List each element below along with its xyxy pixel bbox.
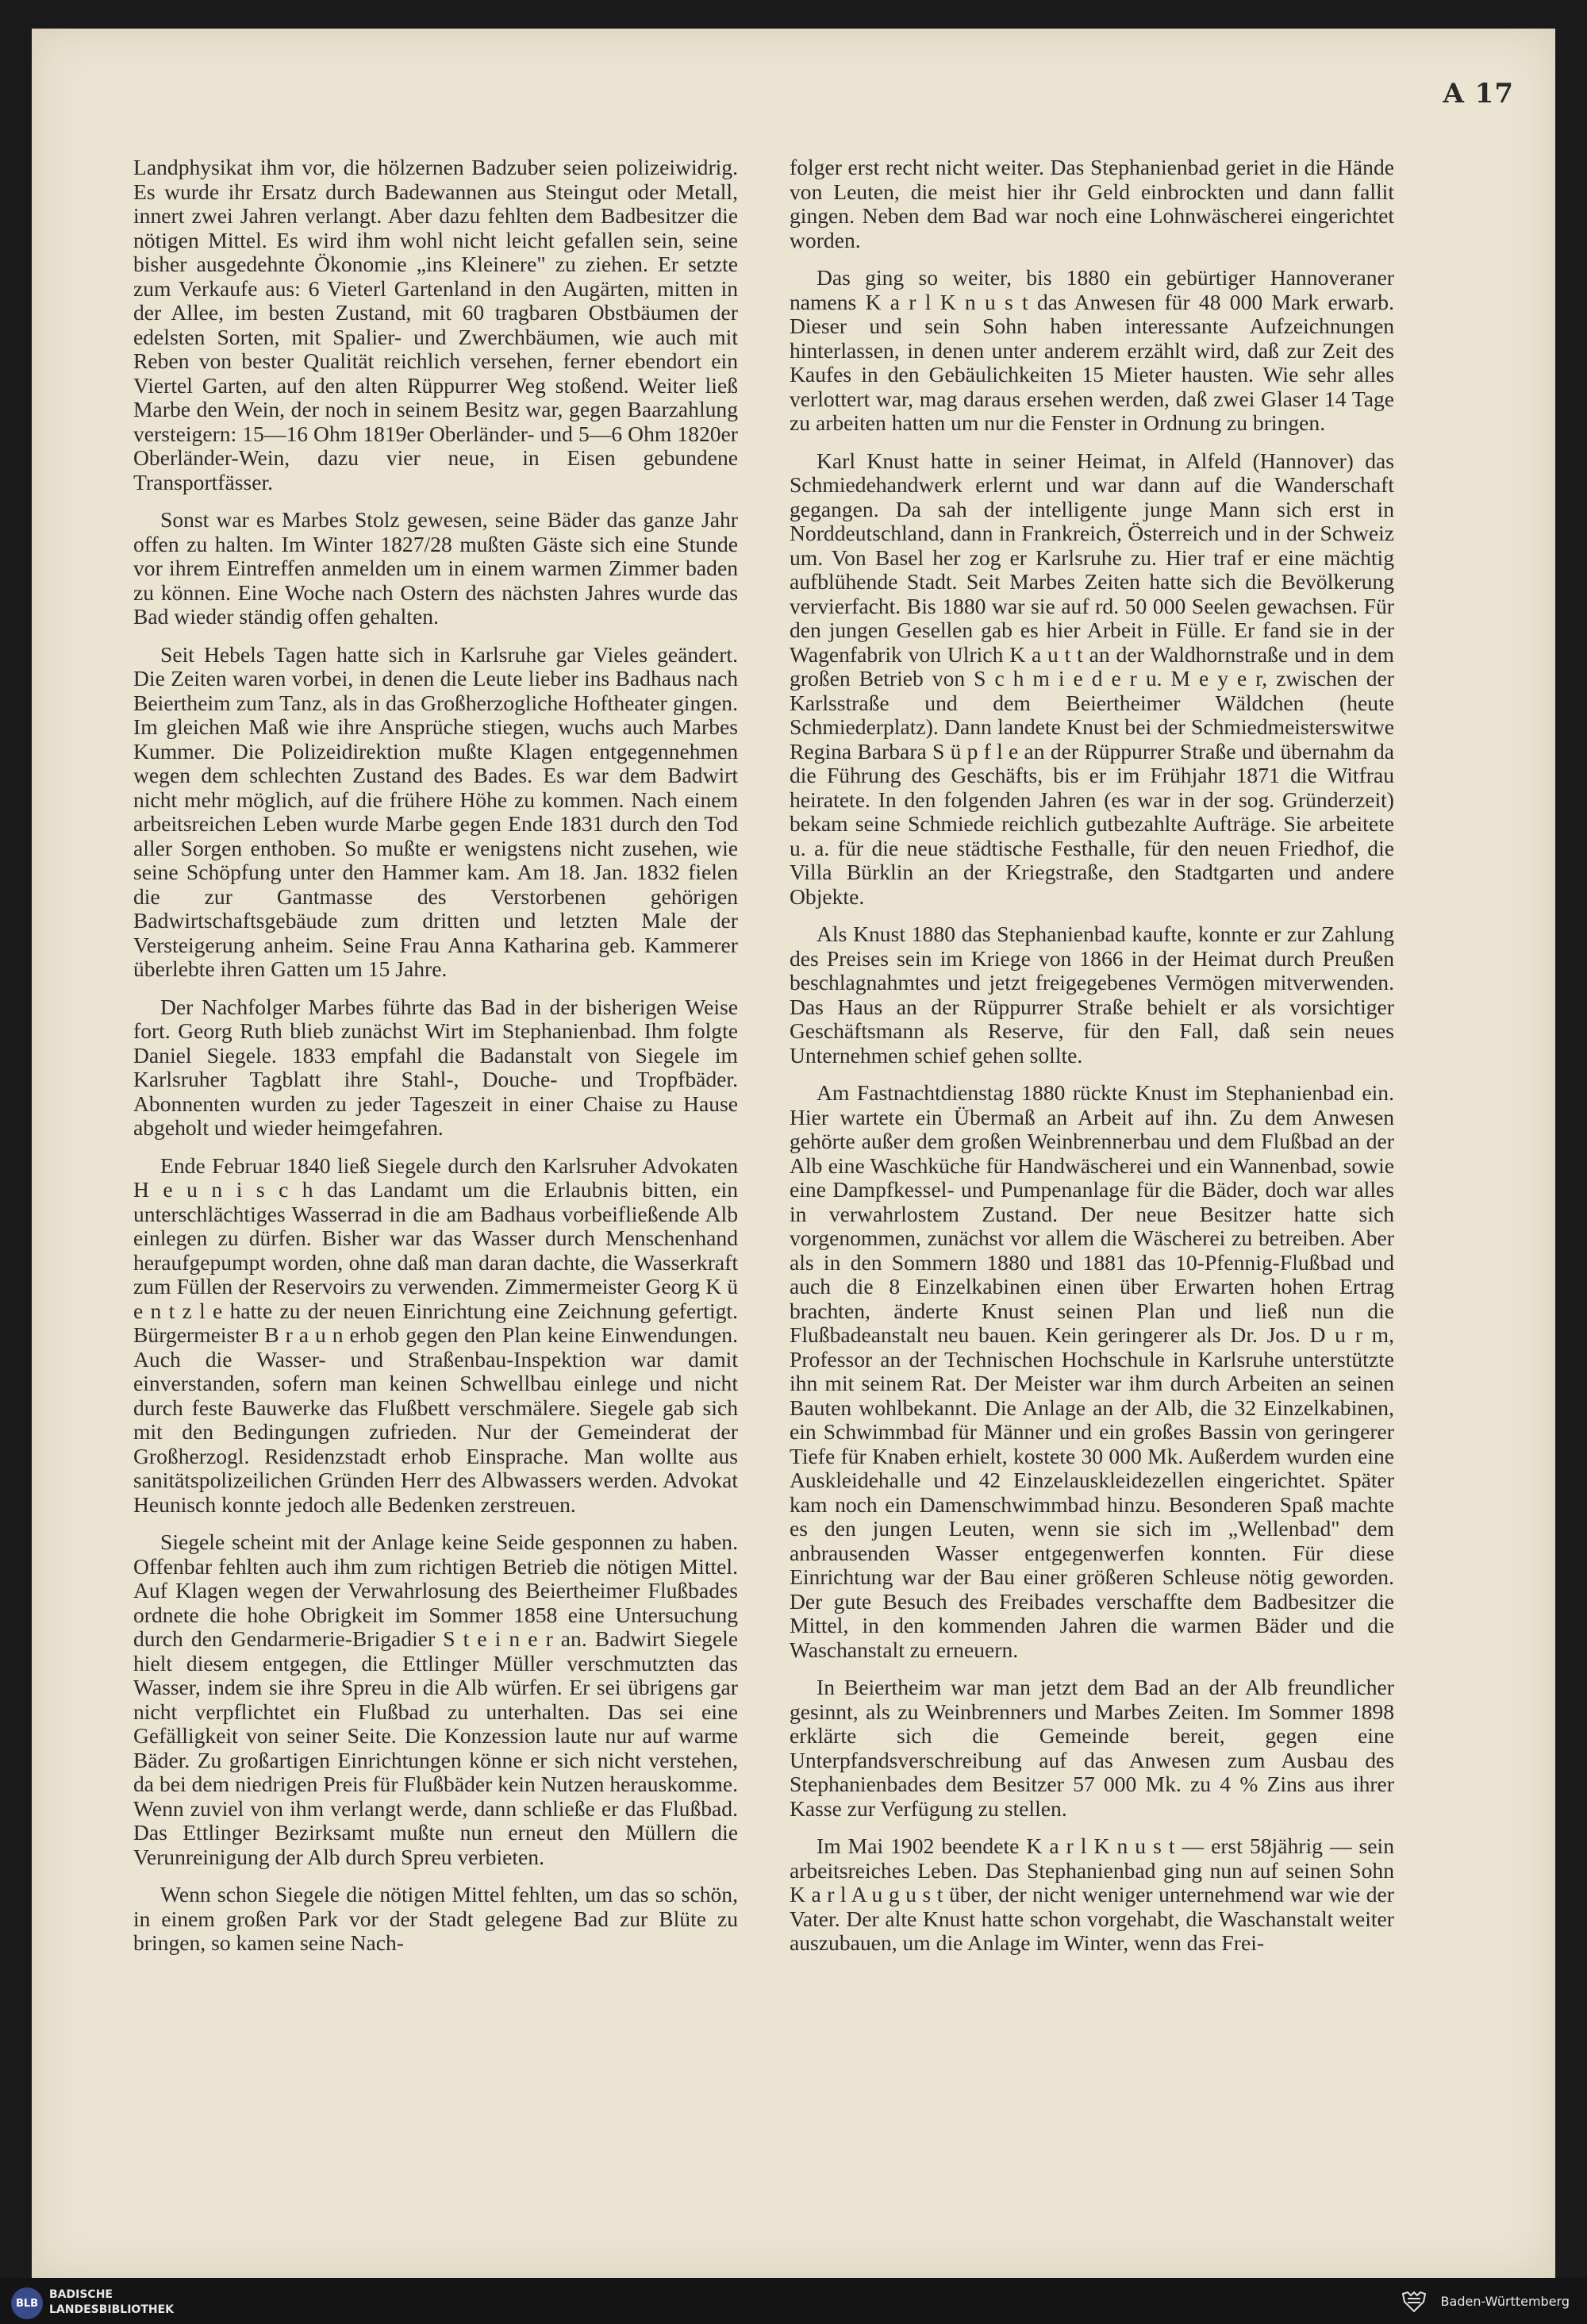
paragraph: Seit Hebels Tagen hatte sich in Karlsruhe gar Vieles geändert. Die Zeiten waren vorbei, in denen die Leute lieber ins Badhaus nach Beiertheim zum Tanz, als in das Großherzogliche Hoftheater gingen. Im gleichen Maß wie ihre Ansprüche stiegen, wuchs auch Marbes Kummer. Die Polizeidirektion mußte Klagen entgegennehmen wegen dem schlechten Zustand des Bades. Es war dem Badwirt nicht mehr möglich, auf die frühere Höhe zu kommen. Nach einem arbeitsreichen Leben wurde Marbe gegen Ende 1831 durch den Tod aller Sorgen enthoben. So mußte er wenigstens nicht zusehen, wie seine Schöpfung unter den Hammer kam. Am 18. Jan. 1832 fielen die zur Gantmasse des Verstorbenen gehörigen Badwirtschaftsgebäude zum dritten und letzten Male der Versteigerung anheim. Seine Frau Anna Katharina geb. Kammerer überlebte ihren Gatten um 15 Jahre. [133, 641, 738, 981]
footer-bar [0, 2278, 1587, 2324]
left-column [133, 156, 738, 1969]
paragraph: In Beiertheim war man jetzt dem Bad an der Alb freundlicher gesinnt, als zu Weinbrenners und Marbes Zeiten. Im Sommer 1898 erklärte sich die Gemeinde bereit, gegen eine Unterpfandsverschreibung auf das Anwesen zum Ausbau des Stephanienbades dem Besitzer 57 000 Mk. zu 4 % Zins aus ihrer Kasse zur Verfügung zu stellen. [790, 1675, 1394, 1821]
paragraph: Landphysikat ihm vor, die hölzernen Badzuber seien polizeiwidrig. Es wurde ihr Ersatz durch Badewannen aus Steingut oder Metall, innert zwei Jahren verlangt. Aber dazu fehlten dem Badbesitzer die nötigen Mittel. Es wird ihm wohl nicht leicht gefallen sein, seine bisher ausgedehnte Ökonomie „ins Kleinere" zu ziehen. Er setzte zum Verkaufe aus: 6 Vieterl Gartenland in den Augärten, mitten in der Allee, im besten Zustand, mit 60 tragbaren Obstbäumen der edelsten Sorten, mit Spalier- und Zwerchbäumen, wie auch mit Reben von bester Qualität reichlich versehen, ferner ebendort ein Viertel Garten, auf den alten Rüppurrer Weg stoßend. Weiter ließ Marbe den Wein, der noch in seinem Besitz war, gegen Baarzahlung versteigern: 15—16 Ohm 1819er Oberländer- und 5—6 Ohm 1820er Oberländer-Wein, dazu vier neue, in Eisen gebundene Transportfässer. [133, 155, 738, 494]
paragraph: Der Nachfolger Marbes führte das Bad in der bisherigen Weise fort. Georg Ruth blieb zunächst Wirt im Stephanienbad. Ihm folgte Daniel Siegele. 1833 empfahl die Badanstalt von Siegele im Karlsruher Tagblatt ihre Stahl-, Douche- und Tropfbäder. Abonnenten wurden zu jeder Tageszeit in einer Chaise zu Hause abgeholt und wieder heimgefahren. [133, 994, 738, 1140]
document-page [32, 29, 1555, 2278]
paragraph: Wenn schon Siegele die nötigen Mittel fehlten, um das so schön, in einem großen Park vor der Stadt gelegene Bad zur Blüte zu bringen, so kamen seine Nach- [133, 1882, 738, 1955]
paragraph: Karl Knust hatte in seiner Heimat, in Alfeld (Hannover) das Schmiedehandwerk erlernt und war dann auf die Wanderschaft gegangen. Da sah der intelligente junge Mann sich erst in Norddeutschland, dann in Frankreich, Österreich und in der Schweiz um. Von Basel her zog er Karlsruhe zu. Hier traf er eine mächtig aufblühende Stadt. Seit Marbes Zeiten hatte sich die Bevölkerung vervierfacht. Bis 1880 war sie auf rd. 50 000 Seelen gewachsen. Für den jungen Gesellen gab es hier Arbeit in Fülle. Er fand sie in der Wagenfabrik von Ulrich K a u t t an der Waldhornstraße und in dem großen Betrieb von S c h m i e d e r u. M e y e r, zwischen der Karlsstraße und dem Beiertheimer Wäldchen (heute Schmiederplatz). Dann landete Knust bei der Schmiedmeisterswitwe Regina Barbara S ü p f l e an der Rüppurrer Straße und übernahm da die Führung des Geschäfts, bis er im Frühjahr 1871 die Witfrau heiratete. In den folgenden Jahren (es war in der sog. Gründerzeit) bekam seine Schmiede reichlich gutbezahlte Aufträge. Sie arbeitete u. a. für die neue städtische Festhalle, für den neuen Friedhof, die Villa Bürklin an der Kriegstraße, den Stadtgarten und andere Objekte. [790, 448, 1394, 909]
right-column [790, 156, 1394, 1969]
blb-logo-icon[interactable]: BLB [11, 2287, 43, 2319]
paragraph: Als Knust 1880 das Stephanienbad kaufte, konnte er zur Zahlung des Preises sein im Kriege von 1866 in der Heimat durch Preußen beschlagnahmtes und jetzt freigegebenes Vermögen mitverwenden. Das Haus an der Rüppurrer Straße behielt er als vorsichtiger Geschäftsmann als Reserve, für den Fall, daß sein neues Unternehmen schief gehen sollte. [790, 922, 1394, 1068]
paragraph: Siegele scheint mit der Anlage keine Seide gesponnen zu haben. Offenbar fehlten auch ihm zum richtigen Betrieb die nötigen Mittel. Auf Klagen wegen der Verwahrlosung des Beiertheimer Flußbades ordnete die hohe Obrigkeit im Sommer 1858 eine Untersuchung durch den Gendarmerie-Brigadier S t e i n e r an. Badwirt Siegele hielt diesem entgegen, die Ettlinger Müller verschmutzten das Wasser, indem sie ihre Spreu in die Alb würfen. Er sei übrigens gar nicht verpflichtet ein Flußbad zu unterhalten. Das sei eine Gefälligkeit von seiner Seite. Die Konzession laute nur auf warme Bäder. Zu großartigen Einrichtungen könne er sich nicht verstehen, da bei dem niedrigen Preis für Flußbäder kein Nutzen herauskomme. Wenn zuviel von ihm verlangt werde, dann schließe er das Flußbad. Das Ettlinger Bezirksamt mußte nun erneut den Müllern die Verunreinigung der Alb durch Spreu verbieten. [133, 1529, 738, 1869]
baden-wuerttemberg-label[interactable]: Baden-Württemberg [1440, 2294, 1570, 2309]
blb-line2: LANDESBIBLIOTHEK [49, 2303, 175, 2316]
paragraph: folger erst recht nicht weiter. Das Stephanienbad geriet in die Hände von Leuten, die meist hier ihr Geld einbrockten und dann fallit gingen. Neben dem Bad war noch eine Lohnwäscherei eingerichtet worden. [790, 155, 1394, 252]
page-number: A 17 [1443, 78, 1514, 110]
blb-logo-text[interactable] [49, 2287, 174, 2318]
baden-wuerttemberg-crest-icon[interactable] [1400, 2291, 1428, 2313]
blb-line1: BADISCHE [49, 2288, 113, 2301]
paragraph: Im Mai 1902 beendete K a r l K n u s t — erst 58jährig — sein arbeitsreiches Leben. Das Stephanienbad ging nun auf seinen Sohn K a r l A u g u s t über, der nicht weniger unternehmend war wie der Vater. Der alte Knust hatte schon vorgehabt, die Waschanstalt weiter auszubauen, um die Anlage im Winter, wenn das Frei- [790, 1833, 1394, 1955]
paragraph: Ende Februar 1840 ließ Siegele durch den Karlsruher Advokaten H e u n i s c h das Landamt um die Erlaubnis bitten, ein unterschlächtiges Wasserrad in die am Badhaus vorbeifließende Alb einlegen zu dürfen. Bisher war das Wasser durch Menschenhand heraufgepumpt worden, ohne daß man daran dachte, die Wasserkraft zum Füllen der Reservoirs zu verwenden. Zimmermeister Georg K ü e n t z l e hatte zu der neuen Einrichtung eine Zeichnung gefertigt. Bürgermeister B r a u n erhob gegen den Plan keine Einwendungen. Auch die Wasser- und Straßenbau-Inspektion war damit einverstanden, sofern man keinen Schwellbau einlege und nicht durch feste Bauwerke das Flußbett verschmälere. Siegele gab sich mit den Bedingungen zufrieden. Nur der Gemeinderat der Großherzogl. Residenzstadt erhob Einsprache. Man wollte aus sanitätspolizeilichen Gründen Herr des Albwassers werden. Advokat Heunisch konnte jedoch alle Bedenken zerstreuen. [133, 1152, 738, 1517]
paragraph: Sonst war es Marbes Stolz gewesen, seine Bäder das ganze Jahr offen zu halten. Im Winter 1827/28 mußten Gäste sich eine Stunde vor ihrem Eintreffen anmelden um in einem warmen Zimmer baden zu können. Eine Woche nach Ostern des nächsten Jahres wurde das Bad wieder ständig offen gehalten. [133, 507, 738, 629]
paragraph: Das ging so weiter, bis 1880 ein gebürtiger Hannoveraner namens K a r l K n u s t das Anwesen für 48 000 Mark erwarb. Dieser und sein Sohn haben interessante Aufzeichnungen hinterlassen, in denen unter anderem erzählt wird, daß zur Zeit des Kaufes in den Gebäulichkeiten 15 Mieter hausten. Wie sehr alles verlottert war, mag daraus ersehen werden, daß zwei Glaser 14 Tage zu arbeiten hatten um nur die Fenster in Ordnung zu bringen. [790, 265, 1394, 435]
paragraph: Am Fastnachtdienstag 1880 rückte Knust im Stephanienbad ein. Hier wartete ein Übermaß an Arbeit auf ihn. Zu dem Anwesen gehörte außer dem großen Weinbrennerbau und dem Flußbad an der Alb eine Waschküche für Handwäscherei und ein Wannenbad, sowie eine Dampfkessel- und Pumpenanlage für die Bäder, doch war alles in verwahrlostem Zustand. Der neue Besitzer hatte sich vorgenommen, zunächst vor allem die Wäscherei zu betreiben. Aber als in den Sommern 1880 und 1881 das 10-Pfennig-Flußbad und auch die 8 Einzelkabinen einen über Erwarten hohen Ertrag brachten, änderte Knust seinen Plan und ließ nun die Flußbadeanstalt neu bauen. Kein geringerer als Dr. Jos. D u r m, Professor an der Technischen Hochschule in Karlsruhe unterstützte ihn mit seinem Rat. Der Meister war ihm durch Arbeiten an seinen Bauten wohlbekannt. Die Anlage an der Alb, die 32 Einzelkabinen, ein Schwimmbad für Männer und ein großes Bassin von geringerer Tiefe für Knaben erhielt, kostete 30 000 Mk. Außerdem wurden eine Auskleidehalle und 42 Einzelauskleidezellen eingerichtet. Später kam noch ein Damenschwimmbad hinzu. Besonderen Spaß machte es den jungen Leuten, wenn sie sich im „Wellenbad" dem anbrausenden Wasser entgegenwerfen konnten. Für diese Einrichtung war der Bau einer größeren Schleuse nötig geworden. Der gute Besuch des Freibades verschaffte dem Badbesitzer die Mittel, in den kommenden Jahren die warmen Bäder und die Waschanstalt zu erneuern. [790, 1080, 1394, 1662]
